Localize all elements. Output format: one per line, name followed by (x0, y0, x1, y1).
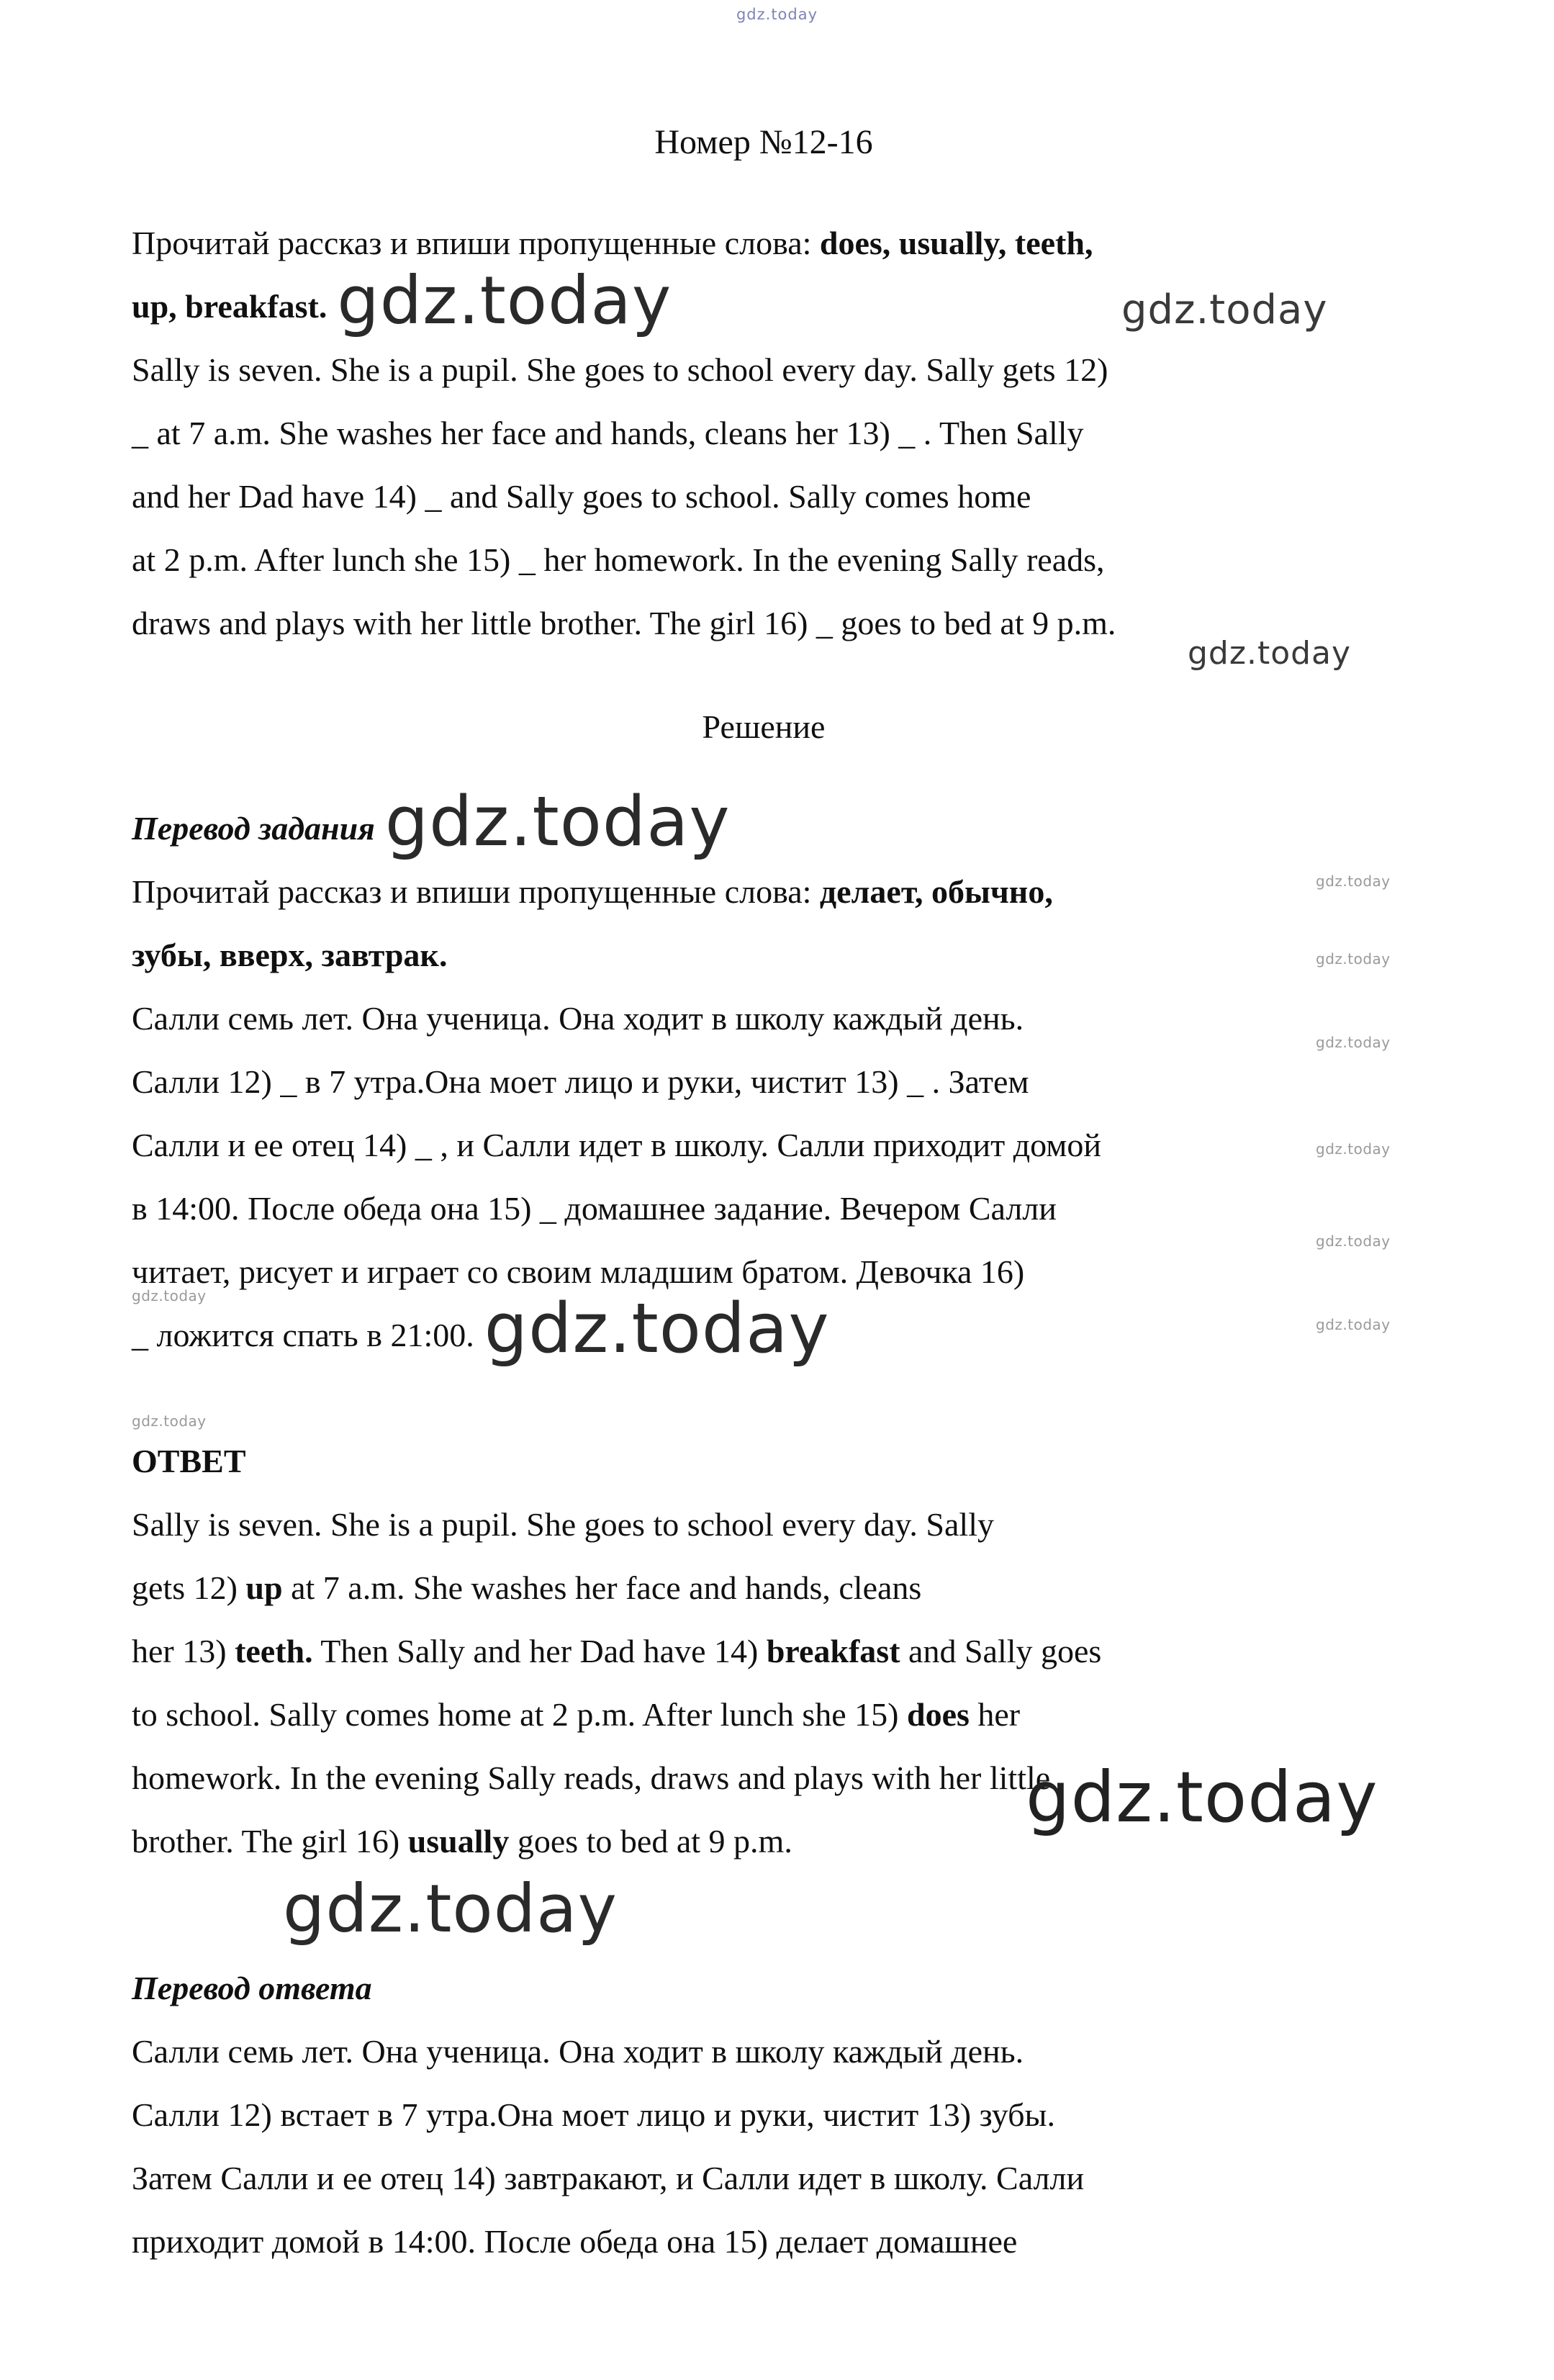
answer-word-up: up (245, 1569, 283, 1606)
text-line: draws and plays with her little brother. The girl 16) _ goes to bed at 9 p.m. (132, 605, 1116, 641)
text-line: Салли и ее отец 14) _ , и Салли идет в школу. Салли приходит домой (132, 1127, 1101, 1163)
text-line (132, 1556, 1396, 1620)
answer-l3-c: Then Sally and her Dad have 14) (312, 1633, 767, 1669)
text-line: Sally is seven. She is a pupil. She goes to school every day. Sally (132, 1506, 994, 1543)
translation-missing-words-2: зубы, вверх, завтрак. (132, 937, 448, 973)
answer-l4-a: to school. Sally comes home at 2 p.m. After lunch she 15) (132, 1696, 907, 1733)
answer-l6-a: brother. The girl 16) (132, 1823, 408, 1860)
watermark-task-right: gdz.today (1121, 287, 1328, 333)
answer-word-teeth: teeth. (235, 1633, 313, 1669)
task-paragraph (132, 212, 1396, 655)
watermark-margin-5: gdz.today (1316, 1232, 1391, 1250)
translation-task-intro: Прочитай рассказ и впиши пропущенные слова: (132, 873, 820, 910)
text-line: at 2 p.m. After lunch she 15) _ her homework. In the evening Sally reads, (132, 541, 1105, 578)
watermark-margin-2: gdz.today (1316, 950, 1391, 968)
translation-task-heading-line: Перевод задания gdz.today (132, 783, 731, 862)
answer-l3-a: her 13) (132, 1633, 235, 1669)
text-line: _ ложится спать в 21:00. gdz.today (132, 1289, 830, 1369)
text-line: читает, рисует и играет со своим младшим братом. Девочка 16) (132, 1253, 1025, 1290)
page-title: Номер №12-16 (654, 123, 873, 161)
watermark-left-2: gdz.today (132, 1412, 207, 1430)
text-line: _ at 7 a.m. She washes her face and hands, cleans her 13) _ . Then Sally (132, 415, 1084, 451)
watermark-margin-4: gdz.today (1316, 1140, 1391, 1158)
text-line (132, 1620, 1396, 1683)
answer-word-does: does (906, 1696, 970, 1733)
translation-missing-words-1: делает, обычно, (819, 873, 1053, 910)
text-line: приходит домой в 14:00. После обеда она 15) делает домашнее (132, 2223, 1018, 2260)
task-missing-words-2: up, breakfast. (132, 288, 327, 325)
answer-heading: ОТВЕТ (132, 1443, 246, 1479)
answer-l3-e: and Sally goes (900, 1633, 1102, 1669)
translation-task-paragraph (132, 860, 1396, 1367)
text-line: Салли семь лет. Она ученица. Она ходит в школу каждый день. (132, 1000, 1024, 1037)
answer-l4-c: her (969, 1696, 1021, 1733)
text-line: Sally is seven. She is a pupil. She goes to school every day. Sally gets 12) (132, 351, 1108, 388)
text-line: and her Dad have 14) _ and Sally goes to school. Sally comes home (132, 478, 1031, 515)
answer-l2-a: gets 12) (132, 1569, 246, 1606)
text-line: Салли семь лет. Она ученица. Она ходит в школу каждый день. (132, 2033, 1024, 2070)
translation-answer-paragraph (132, 2020, 1396, 2273)
translation-task-heading: Перевод задания (132, 810, 375, 847)
text-line (132, 1683, 1396, 1746)
text-line: Салли 12) встает в 7 утра.Она моет лицо и руки, чистит 13) зубы. (132, 2096, 1055, 2133)
task-missing-words-1: does, usually, teeth, (819, 225, 1093, 261)
text-line: в 14:00. После обеда она 15) _ домашнее задание. Вечером Салли (132, 1190, 1057, 1227)
text-line (132, 860, 1396, 924)
text-line (132, 212, 1396, 275)
answer-l2-c: at 7 a.m. She washes her face and hands, cleans (282, 1569, 922, 1606)
watermark-top: gdz.today (736, 6, 818, 23)
translation-answer-heading: Перевод ответа (132, 1970, 372, 2006)
translation-last-line: _ ложится спать в 21:00. (132, 1317, 474, 1353)
text-line: homework. In the evening Sally reads, draws and plays with her little (132, 1759, 1051, 1796)
watermark-left-1: gdz.today (132, 1287, 207, 1304)
text-line: up, breakfast. gdz.today (132, 262, 672, 339)
watermark-margin-1: gdz.today (1316, 873, 1391, 890)
solution-heading: Решение (702, 708, 826, 745)
watermark-margin-6: gdz.today (1316, 1316, 1391, 1333)
watermark-story-right: gdz.today (1188, 635, 1352, 672)
text-line: Затем Салли и ее отец 14) завтракают, и Салли идет в школу. Салли (132, 2160, 1085, 2196)
text-line: Салли 12) _ в 7 утра.Она моет лицо и руки, чистит 13) _ . Затем (132, 1063, 1029, 1100)
watermark-answer-right: gdz.today (1026, 1757, 1378, 1838)
watermark-margin-3: gdz.today (1316, 1034, 1391, 1051)
answer-l6-c: goes to bed at 9 p.m. (509, 1823, 792, 1860)
text-line (132, 924, 1396, 987)
watermark-block-left: gdz.today (283, 1870, 618, 1947)
answer-word-usually: usually (407, 1823, 510, 1860)
answer-word-breakfast: breakfast (766, 1633, 900, 1669)
task-intro: Прочитай рассказ и впиши пропущенные слова: (132, 225, 820, 261)
